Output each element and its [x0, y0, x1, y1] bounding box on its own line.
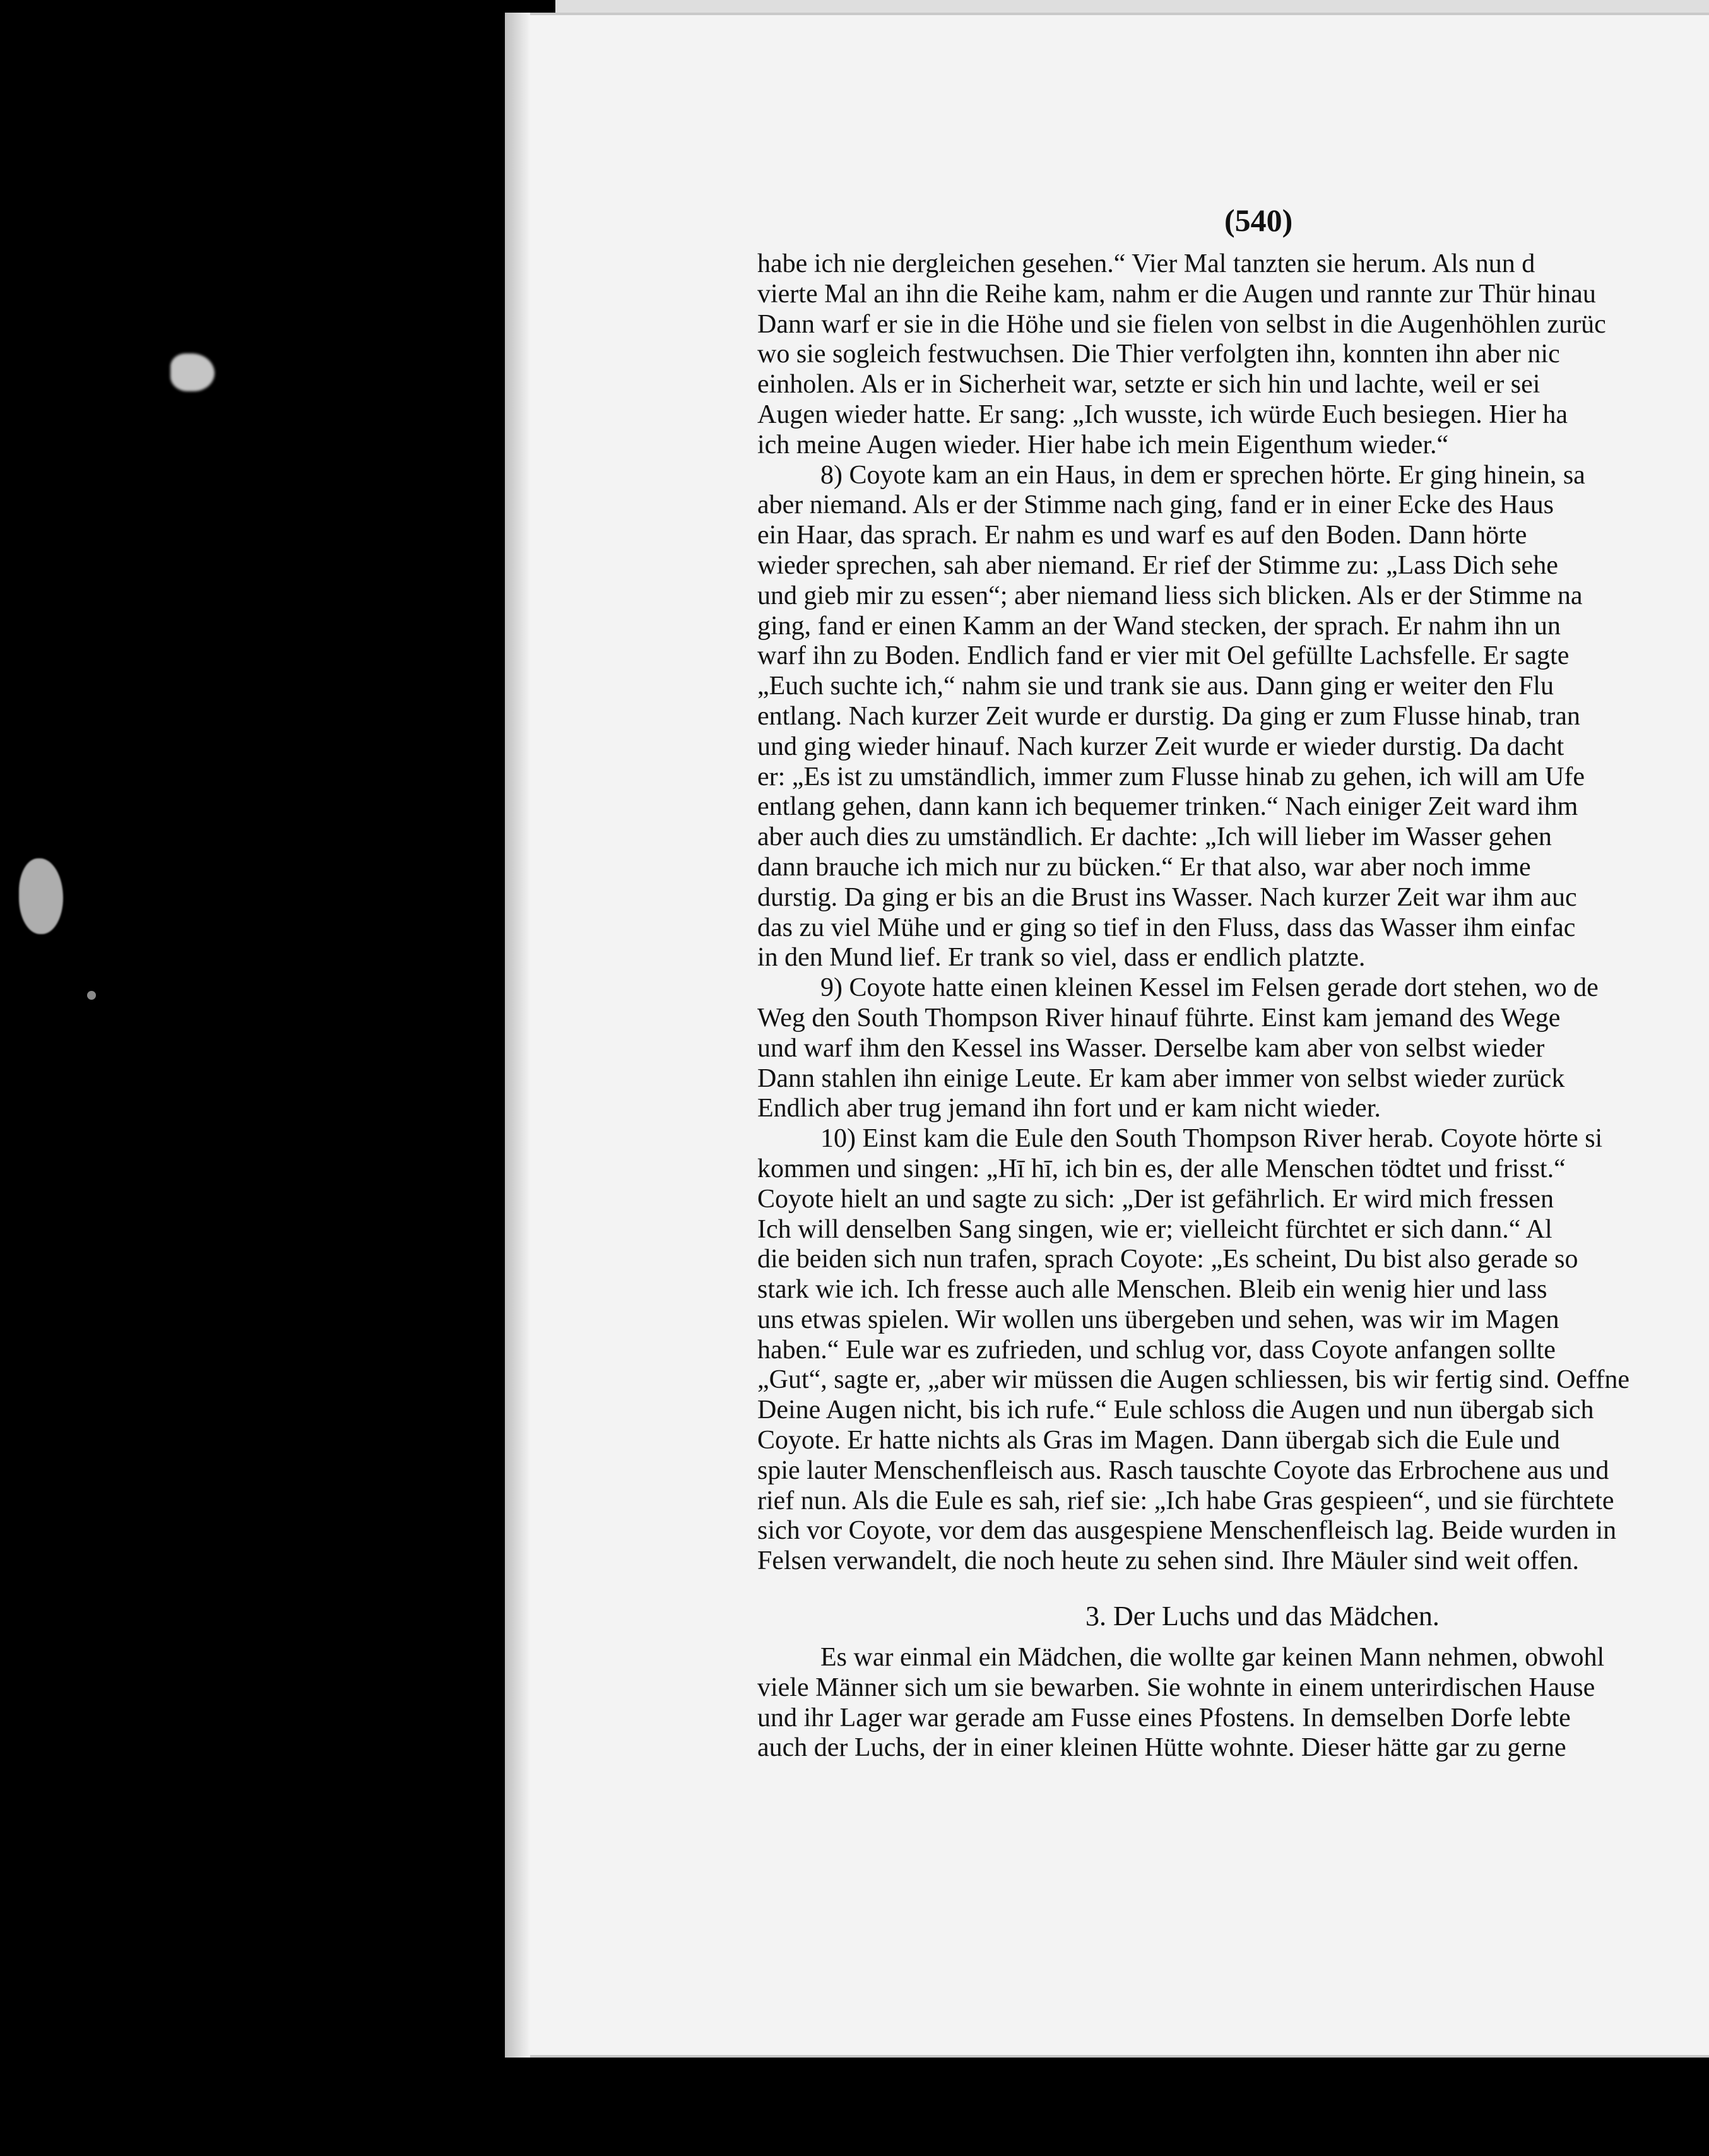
text-line: habe ich nie dergleichen gesehen.“ Vier Mal tanzten sie herum. Als nun d: [757, 249, 1535, 278]
text-line: dann brauche ich mich nur zu bücken.“ Er that also, war aber noch imme: [757, 852, 1531, 882]
text-line: aber auch dies zu umständlich. Er dachte: „Ich will lieber im Wasser gehen: [757, 822, 1552, 852]
text-line: Endlich aber trug jemand ihn fort und er kam nicht wieder.: [757, 1094, 1381, 1123]
background-speck: [19, 858, 63, 934]
text-line: und ging wieder hinauf. Nach kurzer Zeit wurde er wieder durstig. Da dacht: [757, 732, 1564, 761]
text-line: Dann warf er sie in die Höhe und sie fielen von selbst in die Augenhöhlen zurüc: [757, 309, 1606, 339]
body-text: [757, 249, 1709, 1763]
text-line: warf ihn zu Boden. Endlich fand er vier mit Oel gefüllte Lachsfelle. Er sagte: [757, 641, 1570, 671]
text-line: haben.“ Eule war es zufrieden, und schlug vor, dass Coyote anfangen sollte: [757, 1335, 1556, 1365]
text-line: viele Männer sich um sie bewarben. Sie wohnte in einem unterirdischen Hause: [757, 1673, 1595, 1702]
paragraph-start-line: Es war einmal ein Mädchen, die wollte gar keinen Mann nehmen, obwohl: [820, 1643, 1605, 1673]
text-line: Dann stahlen ihn einige Leute. Er kam aber immer von selbst wieder zurück: [757, 1063, 1565, 1093]
page-number: (540): [1224, 203, 1293, 238]
text-line: Deine Augen nicht, bis ich rufe.“ Eule schloss die Augen und nun übergab sich: [757, 1395, 1594, 1425]
section-heading: 3. Der Luchs und das Mädchen.: [1085, 1601, 1440, 1632]
spacer: [757, 1577, 1709, 1589]
text-line: das zu viel Mühe und er ging so tief in den Fluss, dass das Wasser ihm einfac: [757, 913, 1576, 942]
text-line: kommen und singen: „Hī hī, ich bin es, der alle Menschen tödtet und frisst.“: [757, 1154, 1566, 1183]
text-line: Weg den South Thompson River hinauf führte. Einst kam jemand des Wege: [757, 1003, 1561, 1033]
text-line: vierte Mal an ihn die Reihe kam, nahm er die Augen und rannte zur Thür hinau: [757, 279, 1596, 309]
paragraph-start-line: 10) Einst kam die Eule den South Thompson River herab. Coyote hörte si: [820, 1124, 1603, 1154]
page-edge-left: [505, 13, 530, 2058]
paragraph-start-line: 8) Coyote kam an ein Haus, in dem er sprechen hörte. Er ging hinein, sa: [820, 460, 1585, 490]
text-line: ging, fand er einen Kamm an der Wand stecken, der sprach. Er nahm ihn un: [757, 611, 1561, 641]
text-line: sich vor Coyote, vor dem das ausgespiene Menschenfleisch lag. Beide wurden in: [757, 1516, 1617, 1546]
text-line: uns etwas spielen. Wir wollen uns übergeben und sehen, was wir im Magen: [757, 1305, 1559, 1334]
text-line: einholen. Als er in Sicherheit war, setzte er sich hin und lachte, weil er sei: [757, 370, 1540, 400]
text-line: wieder sprechen, sah aber niemand. Er rief der Stimme zu: „Lass Dich sehe: [757, 550, 1558, 580]
text-line: spie lauter Menschenfleisch aus. Rasch tauschte Coyote das Erbrochene aus und: [757, 1455, 1609, 1485]
text-line: die beiden sich nun trafen, sprach Coyote: „Es scheint, Du bist also gerade so: [757, 1245, 1578, 1274]
text-line: wo sie sogleich festwuchsen. Die Thier verfolgten ihn, konnten ihn aber nic: [757, 340, 1560, 369]
text-line: und warf ihm den Kessel ins Wasser. Derselbe kam aber von selbst wieder: [757, 1033, 1545, 1063]
text-line: Coyote hielt an und sagte zu sich: „Der ist gefährlich. Er wird mich fressen: [757, 1184, 1554, 1214]
background-speck: [87, 991, 96, 1000]
background-speck: [170, 353, 215, 391]
text-line: Felsen verwandelt, die noch heute zu sehen sind. Ihre Mäuler sind weit offen.: [757, 1546, 1579, 1576]
text-line: ich meine Augen wieder. Hier habe ich mein Eigenthum wieder.“: [757, 430, 1449, 459]
text-line: „Gut“, sagte er, „aber wir müssen die Augen schliessen, bis wir fertig sind. Oeffne: [757, 1365, 1629, 1395]
text-line: Augen wieder hatte. Er sang: „Ich wusste, ich würde Euch besiegen. Hier ha: [757, 400, 1568, 429]
text-line: stark wie ich. Ich fresse auch alle Menschen. Bleib ein wenig hier und lass: [757, 1275, 1547, 1305]
paragraph-start-line: 9) Coyote hatte einen kleinen Kessel im Felsen gerade dort stehen, wo de: [820, 973, 1599, 1003]
text-line: entlang gehen, dann kann ich bequemer trinken.“ Nach einiger Zeit ward ihm: [757, 792, 1578, 822]
text-line: entlang. Nach kurzer Zeit wurde er durstig. Da ging er zum Flusse hinab, tran: [757, 701, 1580, 731]
text-line: er: „Es ist zu umständlich, immer zum Flusse hinab zu gehen, ich will am Ufe: [757, 762, 1585, 791]
text-line: aber niemand. Als er der Stimme nach ging, fand er in einer Ecke des Haus: [757, 490, 1554, 520]
text-line: durstig. Da ging er bis an die Brust ins Wasser. Nach kurzer Zeit war ihm auc: [757, 882, 1577, 912]
text-line: „Euch suchte ich,“ nahm sie und trank sie aus. Dann ging er weiter den Flu: [757, 672, 1554, 701]
text-line: ein Haar, das sprach. Er nahm es und warf es auf den Boden. Dann hörte: [757, 521, 1527, 550]
text-line: und ihr Lager war gerade am Fusse eines Pfostens. In demselben Dorfe lebte: [757, 1703, 1571, 1732]
text-line: in den Mund lief. Er trank so viel, dass er endlich platzte.: [757, 943, 1366, 973]
text-line: Ich will denselben Sang singen, wie er; vielleicht fürchtet er sich dann.“ Al: [757, 1214, 1552, 1244]
text-line: Coyote. Er hatte nichts als Gras im Magen. Dann übergab sich die Eule und: [757, 1426, 1560, 1455]
text-line: rief nun. Als die Eule es sah, rief sie: „Ich habe Gras gespieen“, und sie fürchtete: [757, 1486, 1614, 1515]
text-line: auch der Luchs, der in einer kleinen Hütte wohnte. Dieser hätte gar zu gerne: [757, 1733, 1566, 1763]
text-line: und gieb mir zu essen“; aber niemand liess sich blicken. Als er der Stimme na: [757, 581, 1583, 610]
